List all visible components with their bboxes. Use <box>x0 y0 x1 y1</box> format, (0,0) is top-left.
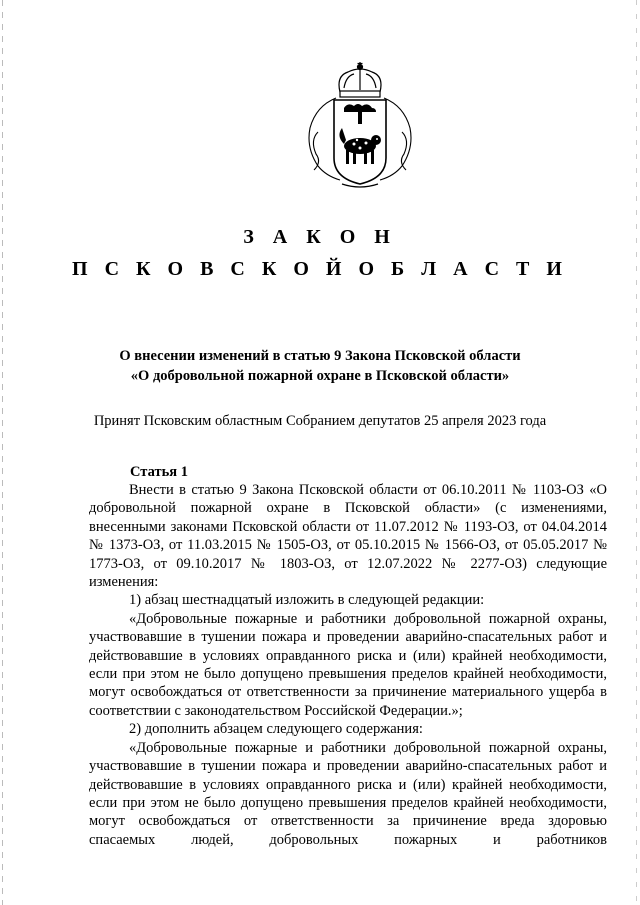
law-subject-line-1: О внесении изменений в статью 9 Закона Псковской области <box>119 348 521 364</box>
article-heading: Статья 1 <box>130 464 188 480</box>
paragraph-item-1: 1) абзац шестнадцатый изложить в следующей редакции: <box>129 592 485 609</box>
adoption-statement: Принят Псковским областным Собранием депутатов 25 апреля 2023 года <box>93 413 547 429</box>
law-subject <box>0 346 640 386</box>
paragraph-amendment-intro: Внести в статью 9 Закона Псковской области от 06.10.2011 № 1103-ОЗ «О добровольной пожарной охране в Псковской области» (с изменениями, внесенными законами Псковской области от 11.07.2012 № 1193-ОЗ, от 04.04.2014 № 1373-ОЗ, от 11.03.2015 № 1505-ОЗ, от 05.10.2015 № 1566-ОЗ, от 05.05.2017 № 1773-ОЗ, от 09.10.2017 № 1803-ОЗ, от 12.07.2022 № 2277-ОЗ) следующие изменения: <box>89 482 607 591</box>
pskov-coat-of-arms-icon <box>296 62 424 192</box>
region-title: П С К О В С К О Й О Б Л А С Т И <box>72 258 568 280</box>
scan-edge-right <box>636 0 637 905</box>
paragraph-item-2-text: «Добровольные пожарные и работники добровольной пожарной охраны, участвовавшие в тушении пожара и проведении аварийно-спасательных работ и действовавшие в условиях оправданного риска и (или) крайней необходимости, если при этом не было допущено превышения пределов крайней необходимости, могут освобождаться от ответственности за причинение вреда здоровью спасаемых людей, добровольных пожарных и работников <box>89 739 607 848</box>
paragraph-item-2: 2) дополнить абзацем следующего содержания: <box>129 721 423 738</box>
paragraph-item-1-text: «Добровольные пожарные и работники добровольной пожарной охраны, участвовавшие в тушении пожара и проведении аварийно-спасательных работ и действовавшие в условиях оправданного риска и (или) крайней необходимости, если при этом не было допущено превышения пределов крайней необходимости, могут освобождаться от ответственности за причинение материального ущерба в соответствии с законодательством Российской Федерации.»; <box>89 610 607 719</box>
article-body <box>89 481 607 849</box>
law-subject-line-2: «О добровольной пожарной охране в Псковской области» <box>130 368 510 384</box>
scan-edge-left <box>2 0 3 905</box>
law-title: З А К О Н <box>243 226 397 248</box>
